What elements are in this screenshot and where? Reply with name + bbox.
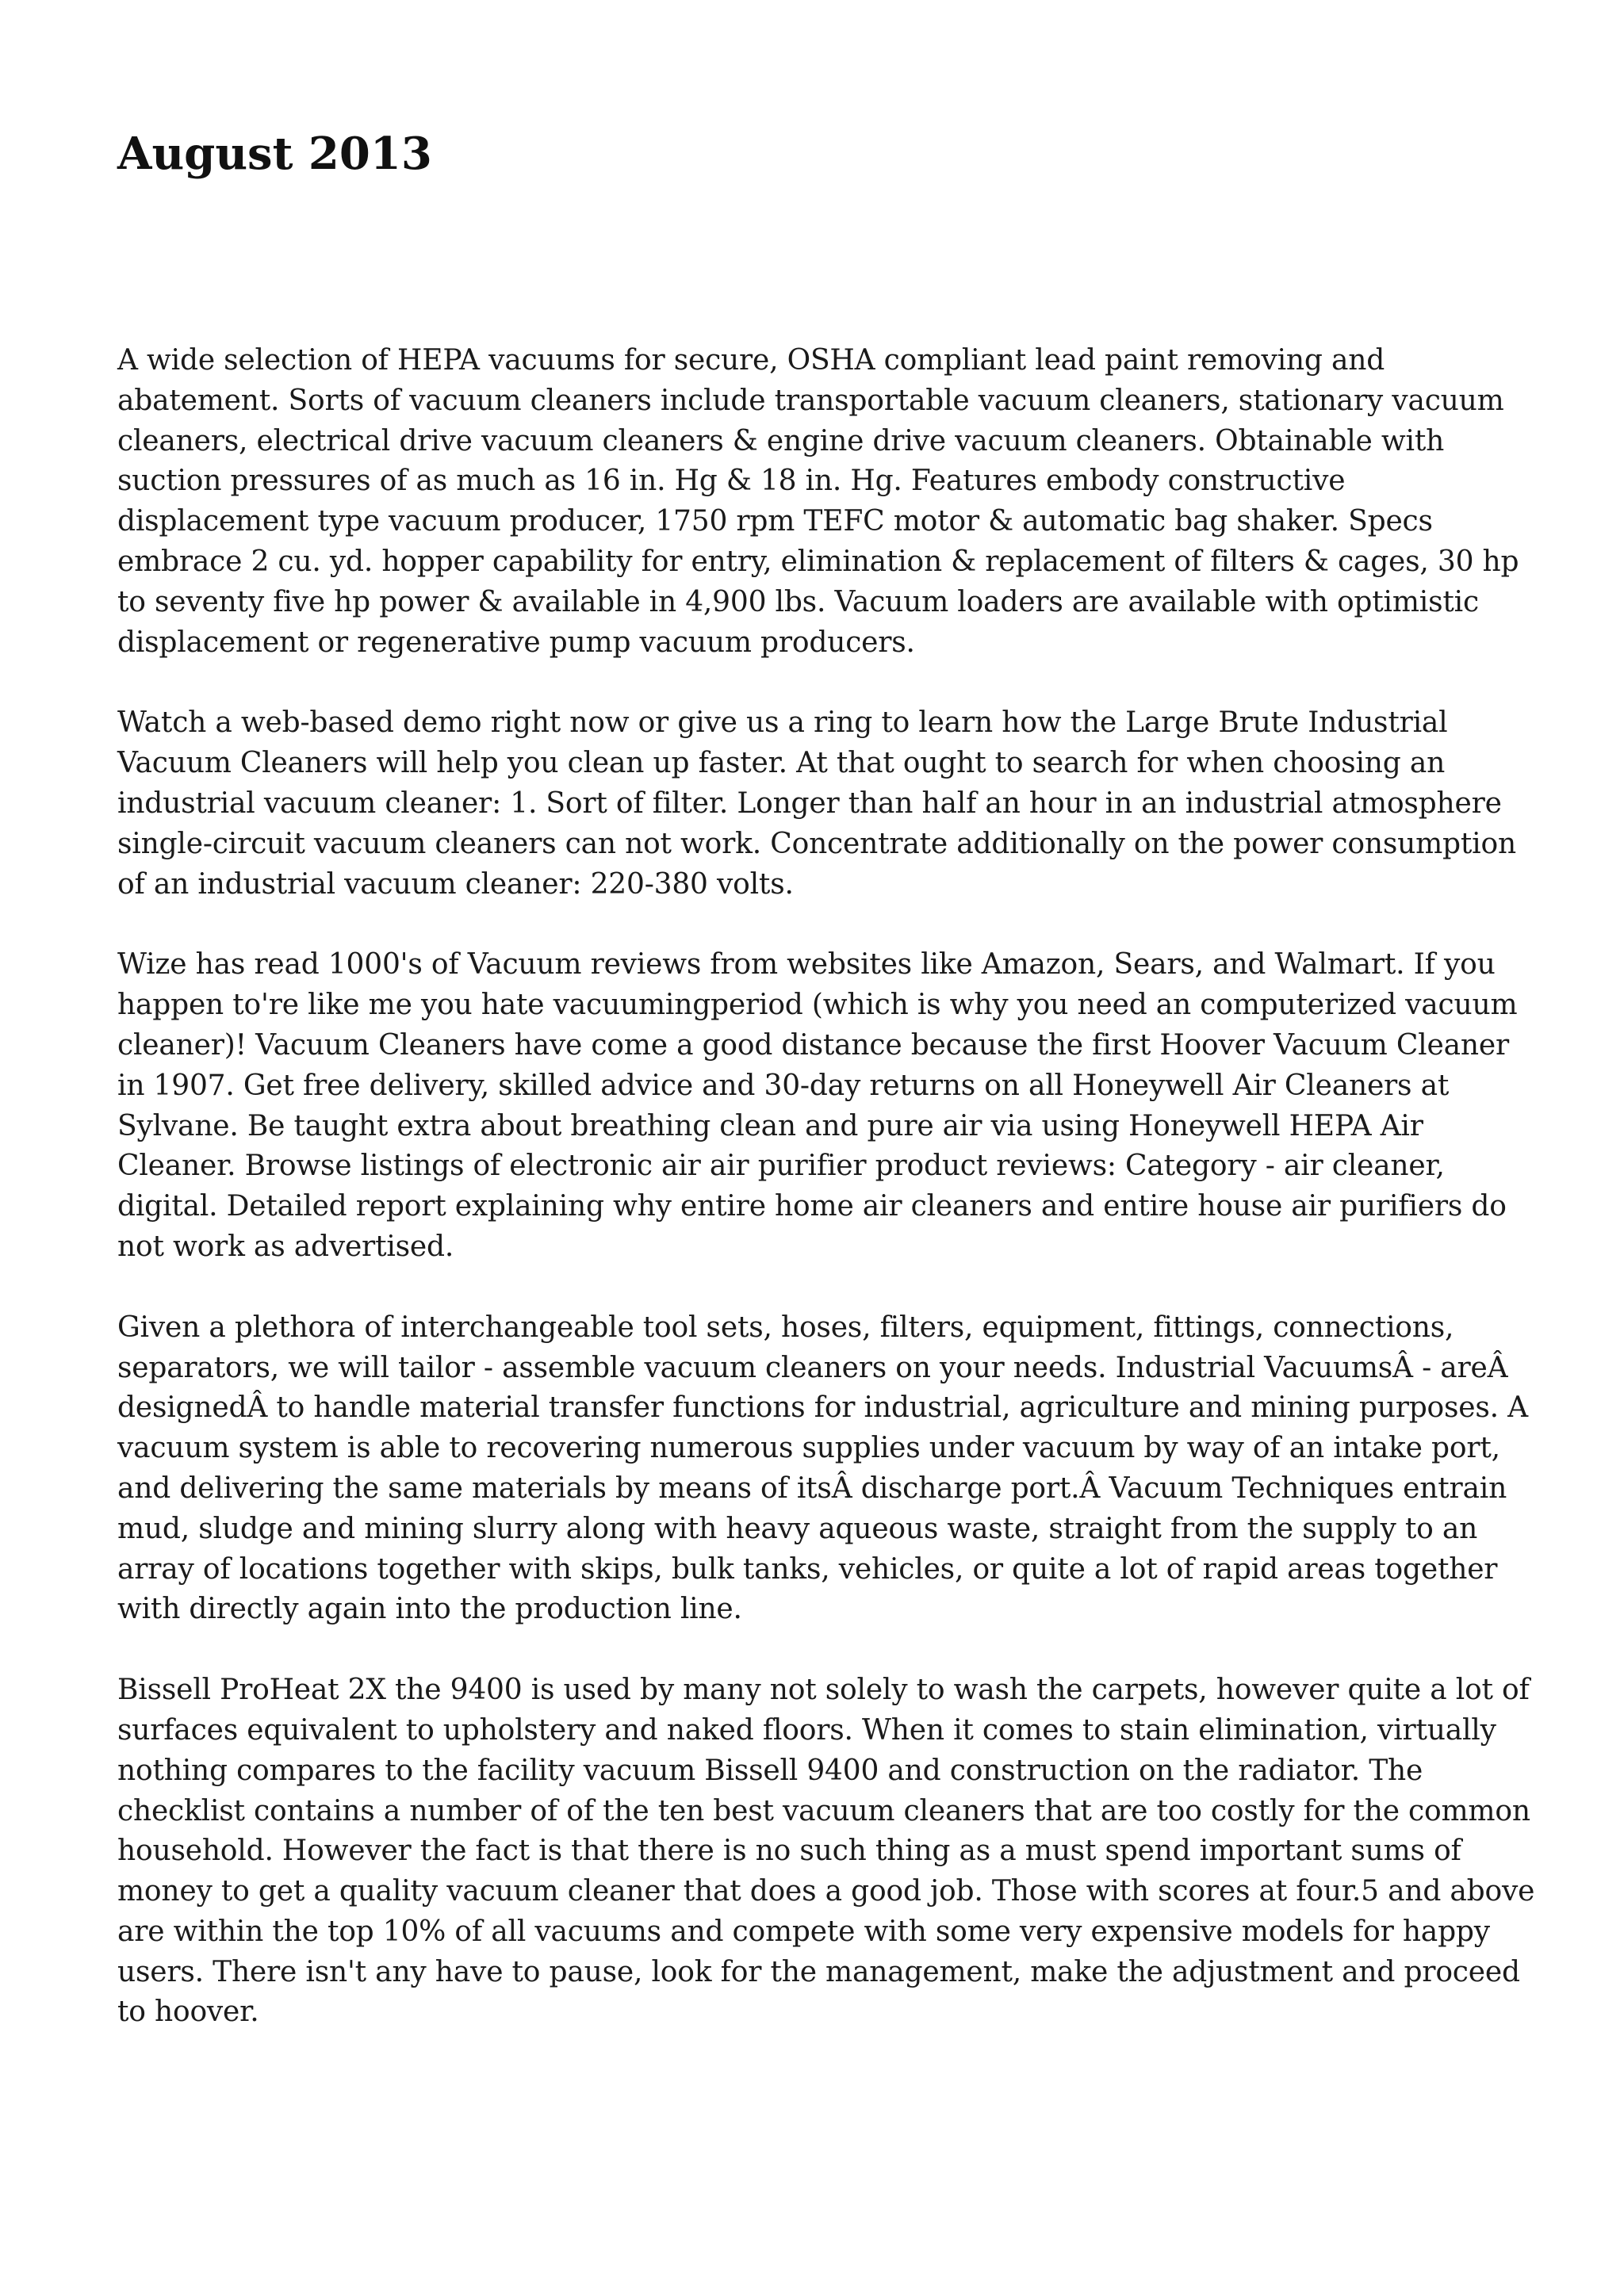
paragraph-5: Bissell ProHeat 2X the 9400 is used by many not solely to wash the carpets, however quite a lot of surfaces equivalent to upholstery and naked floors. When it comes to stain elimination, virtually nothing compares to the facility vacuum Bissell 9400 and construction on the radiator. The checklist contains a number of of the ten best vacuum cleaners that are too costly for the common household. However the fact is that there is no such thing as a must spend important sums of money to get a quality vacuum cleaner that does a good job. Those with scores at four.5 and above are within the top 10% of all vacuums and compete with some very expensive models for happy users. There isn't any have to pause, look for the management, make the adjustment and proceed to hoover. — [117, 1674, 1535, 2029]
paragraph-3: Wize has read 1000's of Vacuum reviews from websites like Amazon, Sears, and Walmart. If you happen to're like me you hate vacuumingperiod (which is why you need an computerized vacuum cleaner)! Vacuum Cleaners have come a good distance because the first Hoover Vacuum Cleaner in 1907. Get free delivery, skilled advice and 30-day returns on all Honeywell Air Cleaners at Sylvane. Be taught extra about breathing clean and pure air via using Honeywell HEPA Air Cleaner. Browse listings of electronic air air purifier product reviews: Category - air cleaner, digital. Detailed report explaining why entire home air cleaners and entire house air purifiers do not work as advertised. — [117, 948, 1518, 1263]
paragraph-2: Watch a web-based demo right now or give us a ring to learn how the Large Brute Industrial Vacuum Cleaners will help you clean up faster. At that ought to search for when choosing an industrial vacuum cleaner: 1. Sort of filter. Longer than half an hour in an industrial atmosphere single-circuit vacuum cleaners can not work. Concentrate additionally on the power consumption of an industrial vacuum cleaner: 220-380 volts. — [117, 706, 1516, 901]
paragraph-1: A wide selection of HEPA vacuums for secure, OSHA compliant lead paint removing and abatement. Sorts of vacuum cleaners include transportable vacuum cleaners, stationary vacuum cleaners, electrical drive vacuum cleaners & engine drive vacuum cleaners. Obtainable with suction pressures of as much as 16 in. Hg & 18 in. Hg. Features embody constructive displacement type vacuum producer, 1750 rpm TEFC motor & automatic bag shaker. Specs embrace 2 cu. yd. hopper capability for entry, elimination & replacement of filters & cages, 30 hp to seventy five hp power & available in 4,900 lbs. Vacuum loaders are available with optimistic displacement or regenerative pump vacuum producers. — [117, 344, 1519, 659]
page-title: August 2013 — [117, 128, 432, 180]
paragraph-4: Given a plethora of interchangeable tool sets, hoses, filters, equipment, fittings, connections, separators, we will tailor - assemble vacuum cleaners on your needs. Industrial VacuumsÂ - areÂ designedÂ to handle material transfer functions for industrial, agriculture and mining purposes. A vacuum system is able to recovering numerous supplies under vacuum by way of an intake port, and delivering the same materials by means of itsÂ discharge port.Â Vacuum Techniques entrain mud, sludge and mining slurry along with heavy aqueous waste, straight from the supply to an array of locations together with skips, bulk tanks, vehicles, or quite a lot of rapid areas together with directly again into the production line. — [117, 1311, 1528, 1626]
article-body — [117, 341, 1537, 2033]
